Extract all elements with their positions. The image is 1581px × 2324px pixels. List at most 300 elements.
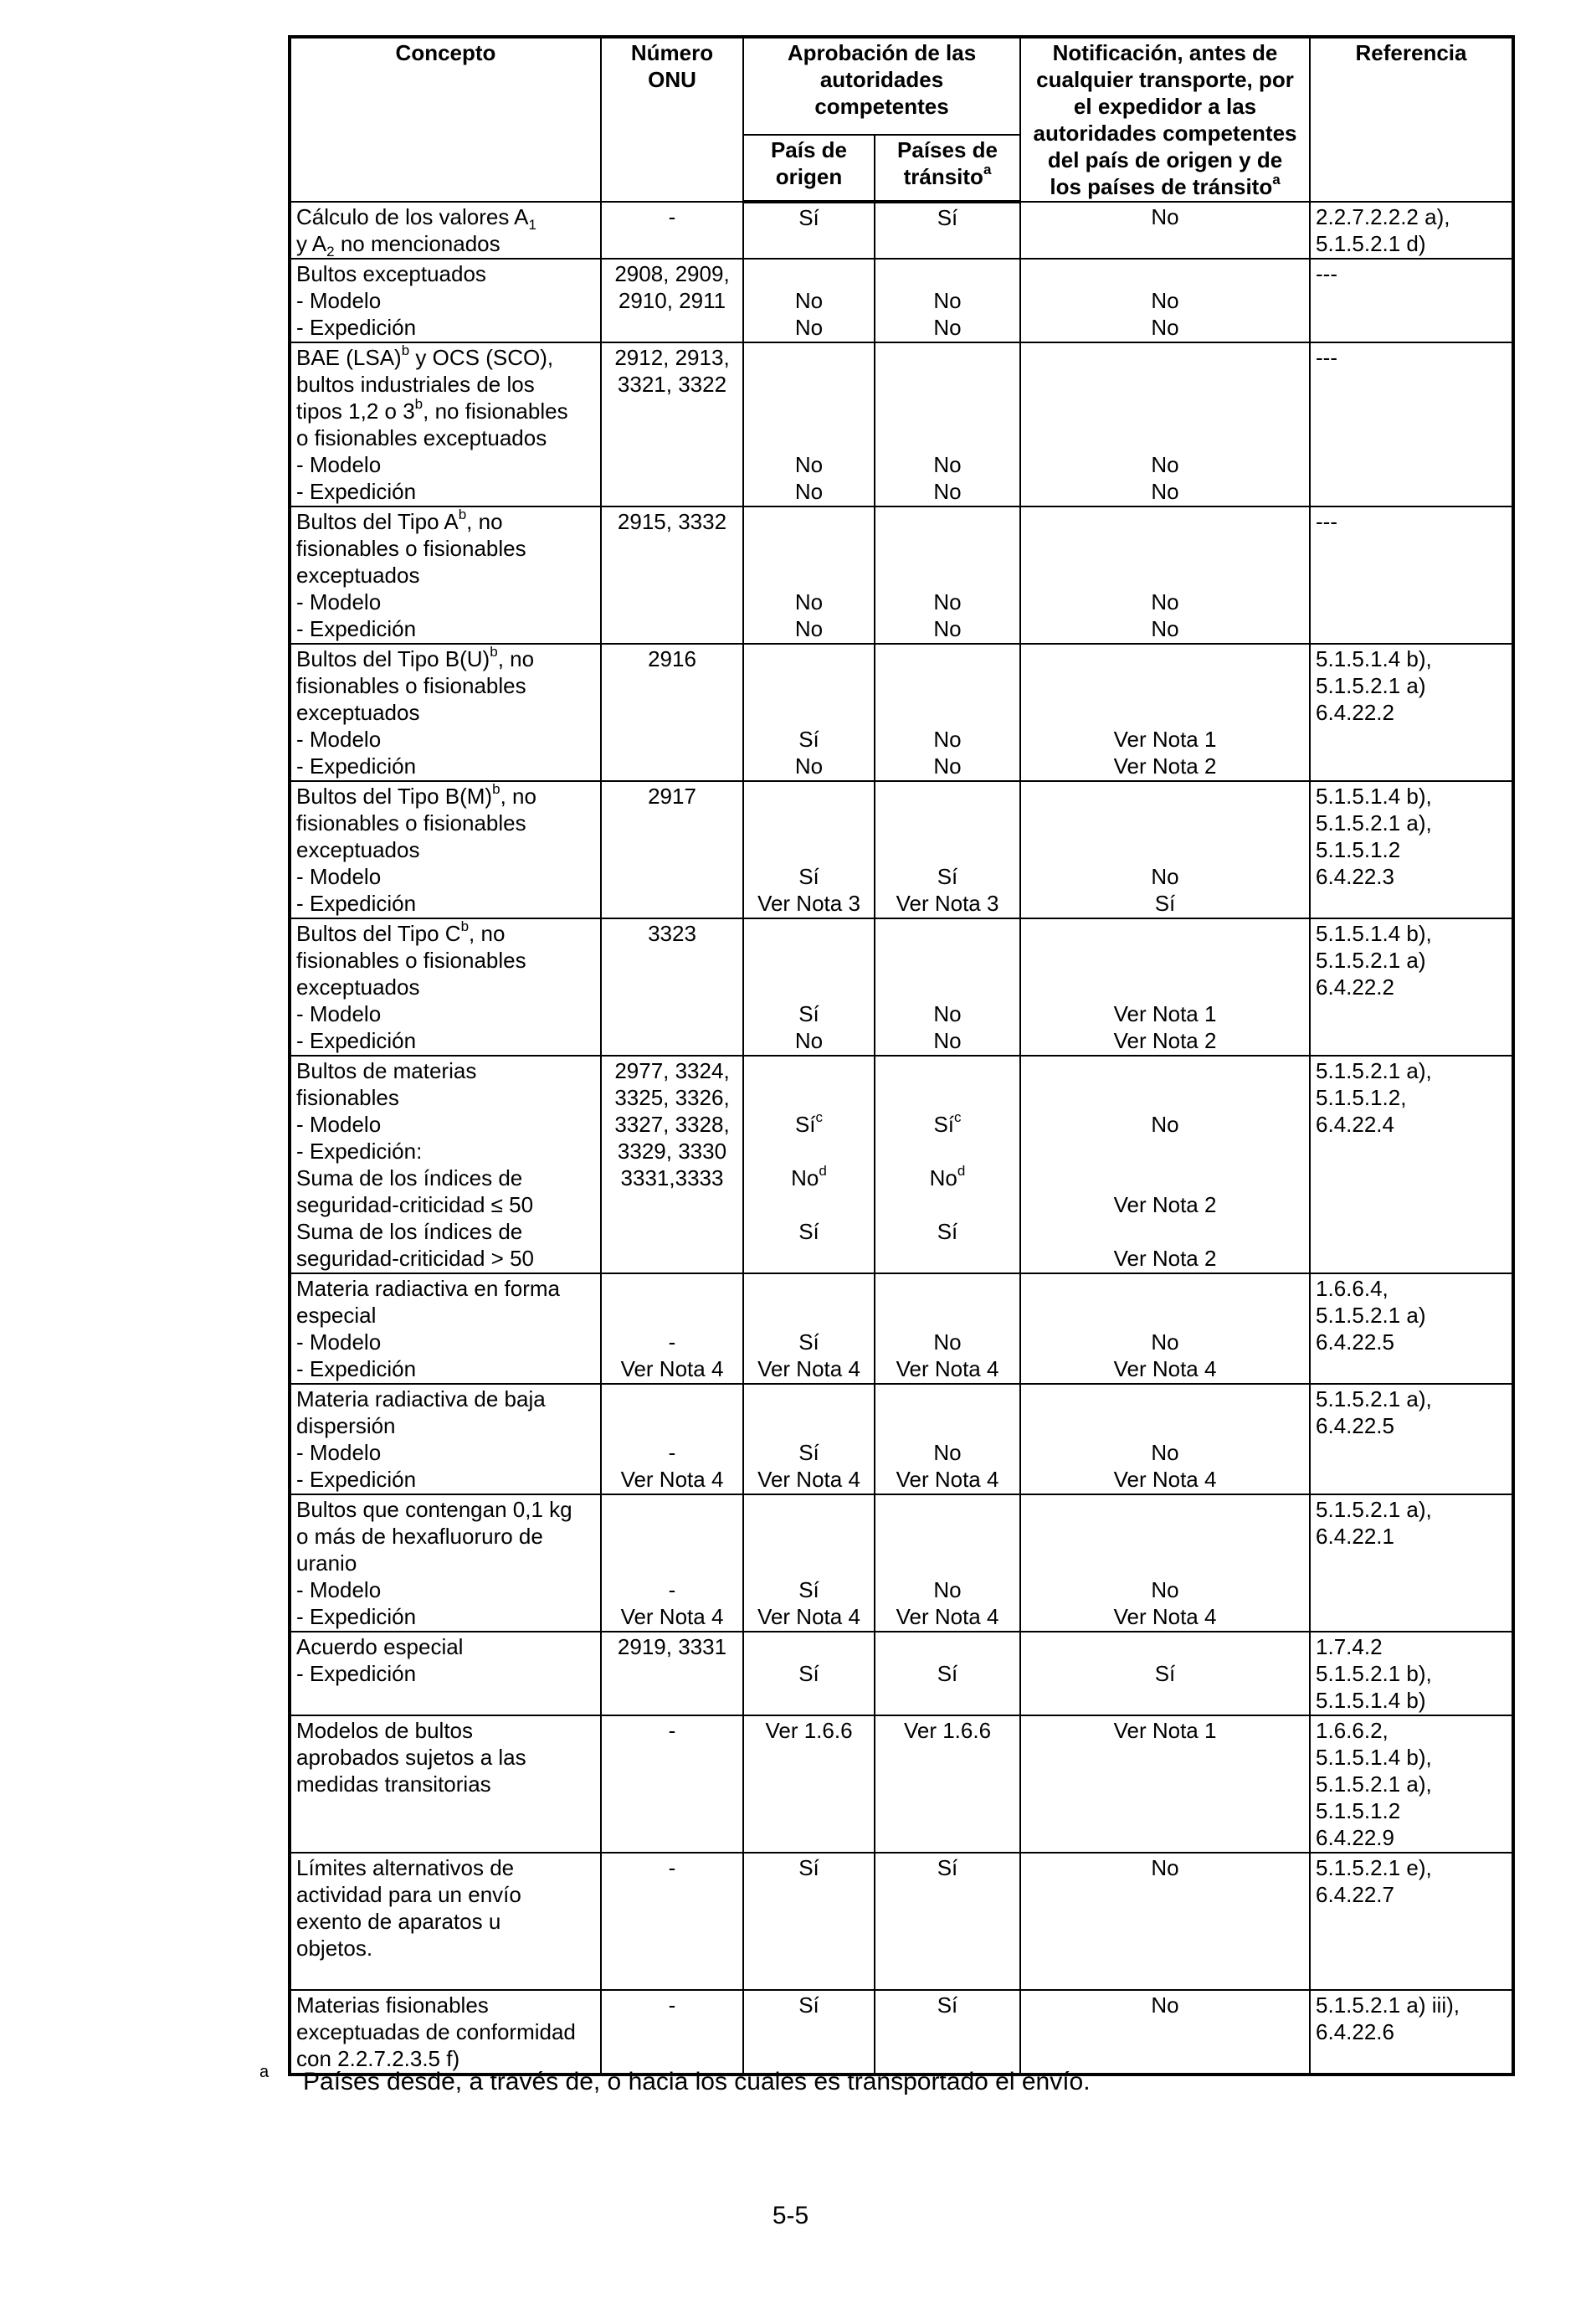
cell-line: 5.1.5.1.2 xyxy=(1316,837,1401,862)
table-row xyxy=(290,1990,1513,2075)
cell-line: Ver Nota 1 xyxy=(1113,1718,1217,1743)
cell-line: No xyxy=(933,288,962,313)
cell-line: 5.1.5.2.1 a) xyxy=(1316,948,1426,973)
cell-line xyxy=(1026,1218,1304,1245)
un-number-cell xyxy=(601,506,743,644)
cell-line: No xyxy=(1151,204,1179,229)
cell-line: Ver Nota 4 xyxy=(1113,1356,1217,1381)
notification-cell xyxy=(1020,1853,1310,1990)
cell-line xyxy=(880,810,1014,836)
un-number-cell xyxy=(601,1384,743,1494)
cell-line: con 2.2.7.2.3.5 f) xyxy=(296,2046,460,2071)
cell-line xyxy=(749,344,869,371)
cell-line xyxy=(1026,1523,1304,1550)
cell-line: Sí xyxy=(798,205,819,230)
cell-line: No xyxy=(794,753,824,779)
cell-line xyxy=(1026,1496,1304,1523)
concept-cell xyxy=(290,1494,601,1632)
origin-approval-cell xyxy=(743,918,875,1056)
transit-approval-cell xyxy=(875,1273,1020,1384)
cell-line: No xyxy=(933,1577,962,1602)
table-row xyxy=(290,202,1513,259)
cell-line: Sí xyxy=(1154,891,1176,916)
cell-line xyxy=(1026,1084,1304,1111)
cell-line: No xyxy=(1151,1577,1179,1602)
cell-line: - Expedición xyxy=(296,315,417,340)
cell-line: 3329, 3330 xyxy=(617,1139,727,1164)
notification-cell xyxy=(1020,644,1310,781)
cell-line: Cálculo de los valores $A_1$ xyxy=(296,204,536,234)
un-number-cell xyxy=(601,918,743,1056)
table-row xyxy=(290,918,1513,1056)
cell-line xyxy=(880,947,1014,974)
cell-line: Sí xyxy=(937,1855,958,1880)
table-row xyxy=(290,1384,1513,1494)
cell-line: 1.6.6.4, xyxy=(1316,1276,1389,1301)
header-approval: Aprobación de las autoridades competentes xyxy=(743,37,1020,135)
cell-line: fisionables o fisionables xyxy=(296,810,526,836)
un-number-cell xyxy=(601,1715,743,1853)
un-number-cell xyxy=(601,1990,743,2075)
cell-line xyxy=(607,1386,737,1412)
cell-line: - xyxy=(668,1440,676,1465)
cell-line xyxy=(880,1550,1014,1576)
transit-approval-cell xyxy=(875,259,1020,342)
notification-cell xyxy=(1020,506,1310,644)
cell-line: 3323 xyxy=(648,921,696,946)
un-number-cell xyxy=(601,1056,743,1273)
cell-line: No xyxy=(794,589,824,614)
cell-line xyxy=(749,783,869,810)
table-row xyxy=(290,644,1513,781)
cell-line: 2915, 3332 xyxy=(617,509,727,534)
cell-line: - Modelo xyxy=(296,727,382,752)
cell-line: - Expedición xyxy=(296,1467,417,1492)
concept-cell xyxy=(290,644,601,781)
origin-approval-cell xyxy=(743,781,875,918)
transit-approval-cell xyxy=(875,918,1020,1056)
table-row xyxy=(290,1632,1513,1715)
cell-line: No xyxy=(933,1028,962,1053)
cell-line xyxy=(749,1191,869,1218)
cell-line xyxy=(749,398,869,424)
notification-cell xyxy=(1020,1715,1310,1853)
reference-cell xyxy=(1310,259,1513,342)
cell-line xyxy=(1026,1386,1304,1412)
cell-line: No xyxy=(1151,589,1179,614)
cell-line: actividad para un envío xyxy=(296,1882,521,1907)
cell-line: - Modelo xyxy=(296,1577,382,1602)
cell-line xyxy=(1026,1550,1304,1576)
cell-line: No xyxy=(1151,1329,1179,1355)
cell-line: --- xyxy=(1316,261,1337,286)
cell-line: exceptuados xyxy=(296,974,420,1000)
cell-line: No xyxy=(1151,616,1179,641)
un-number-cell xyxy=(601,781,743,918)
concept-cell xyxy=(290,202,601,259)
cell-line: No xyxy=(794,288,824,313)
cell-line: 5.1.5.2.1 b), xyxy=(1316,1661,1432,1686)
cell-line: - Expedición xyxy=(296,479,417,504)
transit-approval-cell xyxy=(875,781,1020,918)
cell-line xyxy=(880,1057,1014,1084)
cell-line: 5.1.5.2.1 e), xyxy=(1316,1855,1432,1880)
cell-line xyxy=(880,535,1014,562)
cell-line: seguridad-criticidad ≤ 50 xyxy=(296,1192,534,1217)
cell-line xyxy=(1026,1302,1304,1329)
cell-line xyxy=(880,508,1014,535)
concept-cell xyxy=(290,1715,601,1853)
origin-approval-cell xyxy=(743,1853,875,1990)
cell-line: No xyxy=(1151,864,1179,889)
cell-line: No xyxy=(794,315,824,340)
cell-line: No xyxy=(933,315,962,340)
cell-line xyxy=(749,1138,869,1165)
cell-line: No xyxy=(794,452,824,477)
cell-line xyxy=(296,1687,595,1714)
cell-line: y $A_2$ no mencionados xyxy=(296,231,500,259)
cell-line xyxy=(1026,947,1304,974)
cell-line: Sí xyxy=(937,1992,958,2018)
cell-line: Ver Nota 4 xyxy=(896,1604,999,1629)
origin-approval-cell xyxy=(743,1056,875,1273)
cell-line xyxy=(1026,424,1304,451)
cell-line: 6.4.22.3 xyxy=(1316,864,1394,889)
origin-approval-cell xyxy=(743,1494,875,1632)
reference-cell xyxy=(1310,1494,1513,1632)
cell-line xyxy=(880,562,1014,589)
cell-line xyxy=(1026,1165,1304,1191)
notification-cell xyxy=(1020,781,1310,918)
cell-line xyxy=(1026,645,1304,672)
cell-line: 5.1.5.2.1 a), xyxy=(1316,1497,1432,1522)
transit-approval-cell xyxy=(875,202,1020,259)
cell-line: Ver Nota 4 xyxy=(757,1467,860,1492)
cell-line: Ver Nota 2 xyxy=(1113,1028,1217,1053)
cell-line: Sí xyxy=(798,1329,819,1355)
cell-line: 2910, 2911 xyxy=(618,288,726,313)
cell-line: exceptuados xyxy=(296,700,420,725)
cell-line xyxy=(749,672,869,699)
notification-cell xyxy=(1020,1056,1310,1273)
un-number-cell xyxy=(601,1494,743,1632)
cell-line: Ver Nota 4 xyxy=(757,1356,860,1381)
cell-line: Modelos de bultos xyxy=(296,1718,474,1743)
approval-table-container xyxy=(288,35,1512,2076)
cell-line xyxy=(880,1523,1014,1550)
cell-line: Sí xyxy=(937,1219,958,1244)
reference-cell xyxy=(1310,1715,1513,1853)
cell-line: 6.4.22.2 xyxy=(1316,700,1394,725)
un-number-cell xyxy=(601,1273,743,1384)
cell-line xyxy=(749,1386,869,1412)
transit-approval-cell xyxy=(875,644,1020,781)
cell-line xyxy=(607,1550,737,1576)
cell-line: No xyxy=(794,616,824,641)
cell-line xyxy=(607,1496,737,1523)
cell-line: Ver Nota 2 xyxy=(1113,753,1217,779)
cell-line: Ver 1.6.6 xyxy=(903,1718,992,1743)
cell-line: Sí xyxy=(798,1992,819,2018)
cell-line xyxy=(1026,562,1304,589)
cell-line: Ver Nota 4 xyxy=(757,1604,860,1629)
cell-line: exceptuadas de conformidad xyxy=(296,2019,576,2044)
cell-line xyxy=(749,1275,869,1302)
transit-approval-cell xyxy=(875,1715,1020,1853)
un-number-cell xyxy=(601,342,743,506)
cell-line: 3331,3333 xyxy=(620,1165,724,1190)
cell-line: 6.4.22.6 xyxy=(1316,2019,1394,2044)
cell-line: 5.1.5.2.1 a), xyxy=(1316,1386,1432,1411)
cell-line xyxy=(880,836,1014,863)
cell-line xyxy=(880,974,1014,1000)
cell-line xyxy=(749,562,869,589)
cell-line: No xyxy=(933,616,962,641)
cell-line: 2912, 2913, xyxy=(614,345,730,370)
notification-cell xyxy=(1020,1990,1310,2075)
cell-line: Sí xyxy=(798,1001,819,1026)
cell-line xyxy=(1026,836,1304,863)
cell-line: No xyxy=(933,753,962,779)
cell-line xyxy=(1026,810,1304,836)
cell-line xyxy=(880,1386,1014,1412)
transit-approval-cell xyxy=(875,1494,1020,1632)
footnote-text: Países desde, a través de, o hacia los cuales es transportado el envío. xyxy=(303,2068,1091,2095)
cell-line xyxy=(607,1523,737,1550)
table-body xyxy=(290,202,1513,2075)
cell-line: - Modelo xyxy=(296,452,382,477)
cell-line: 5.1.5.1.2, xyxy=(1316,1085,1407,1110)
cell-line xyxy=(296,1824,595,1851)
cell-line: 1.7.4.2 xyxy=(1316,1634,1383,1659)
transit-approval-cell xyxy=(875,1990,1020,2075)
cell-line xyxy=(880,699,1014,726)
cell-line: 3325, 3326, xyxy=(614,1085,730,1110)
cell-line xyxy=(1026,260,1304,287)
cell-line: tipos 1,2 o 3$^b$, no fisionables xyxy=(296,396,568,424)
cell-line xyxy=(607,1302,737,1329)
reference-cell xyxy=(1310,1632,1513,1715)
cell-line: Sí xyxy=(937,205,958,230)
cell-line: - Modelo xyxy=(296,1440,382,1465)
cell-line: No xyxy=(1151,315,1179,340)
cell-line: No xyxy=(794,479,824,504)
cell-line: Ver Nota 1 xyxy=(1113,1001,1217,1026)
cell-line: - xyxy=(668,1329,676,1355)
cell-line xyxy=(880,344,1014,371)
cell-line: Materias fisionables xyxy=(296,1992,489,2018)
reference-cell xyxy=(1310,1853,1513,1990)
cell-line xyxy=(880,260,1014,287)
cell-line: 2977, 3324, xyxy=(614,1058,730,1083)
cell-line: $Sí^c$ xyxy=(794,1109,824,1137)
cell-line: No xyxy=(1151,1440,1179,1465)
cell-line: --- xyxy=(1316,509,1337,534)
cell-line xyxy=(1026,783,1304,810)
cell-line: Ver Nota 4 xyxy=(896,1356,999,1381)
cell-line xyxy=(1026,699,1304,726)
cell-line: - Modelo xyxy=(296,1112,382,1137)
cell-line: No xyxy=(933,479,962,504)
header-transit-countries: Países de tránsito$^a$ xyxy=(875,135,1020,202)
table-row xyxy=(290,259,1513,342)
notification-cell xyxy=(1020,259,1310,342)
cell-line: BAE (LSA)$^b$ y OCS (SCO), xyxy=(296,342,554,370)
cell-line: No xyxy=(1151,1992,1179,2018)
cell-line: - xyxy=(668,1992,676,2018)
cell-line xyxy=(1026,920,1304,947)
table-row xyxy=(290,1715,1513,1853)
cell-line xyxy=(749,1523,869,1550)
cell-line: fisionables o fisionables xyxy=(296,948,526,973)
concept-cell xyxy=(290,1273,601,1384)
cell-line xyxy=(749,535,869,562)
cell-line: 2908, 2909, xyxy=(614,261,730,286)
cell-line: --- xyxy=(1316,345,1337,370)
cell-line: No xyxy=(1151,1855,1179,1880)
transit-approval-cell xyxy=(875,1384,1020,1494)
cell-line: uranio xyxy=(296,1550,357,1576)
header-notification: Notificación, antes de cualquier transporte, por el expedidor a las autoridades competentes del país de origen y de los países de tránsito$^a$ xyxy=(1020,37,1310,202)
cell-line: Suma de los índices de xyxy=(296,1165,523,1190)
cell-line xyxy=(749,974,869,1000)
cell-line: - xyxy=(668,1855,676,1880)
cell-line: Ver Nota 4 xyxy=(896,1467,999,1492)
transit-approval-cell xyxy=(875,506,1020,644)
cell-line: aprobados sujetos a las xyxy=(296,1745,526,1770)
cell-line: 2917 xyxy=(648,784,696,809)
cell-line: 5.1.5.2.1 a) xyxy=(1316,673,1426,698)
cell-line: fisionables o fisionables xyxy=(296,673,526,698)
un-number-cell xyxy=(601,259,743,342)
cell-line: bultos industriales de los xyxy=(296,372,535,397)
cell-line: - xyxy=(668,204,676,229)
cell-line: - Modelo xyxy=(296,864,382,889)
concept-cell xyxy=(290,918,601,1056)
cell-line: o más de hexafluoruro de xyxy=(296,1524,543,1549)
cell-line xyxy=(1026,1275,1304,1302)
un-number-cell xyxy=(601,202,743,259)
origin-approval-cell xyxy=(743,1715,875,1853)
cell-line: 2.2.7.2.2.2 a), xyxy=(1316,204,1450,229)
header-country-origin: País de origen xyxy=(743,135,875,202)
cell-line: - Expedición xyxy=(296,616,417,641)
cell-line: - Expedición xyxy=(296,1604,417,1629)
reference-cell xyxy=(1310,1990,1513,2075)
cell-line: Ver Nota 4 xyxy=(1113,1467,1217,1492)
un-number-cell xyxy=(601,1853,743,1990)
cell-line: 5.1.5.2.1 d) xyxy=(1316,231,1426,256)
concept-cell xyxy=(290,259,601,342)
cell-line xyxy=(749,508,869,535)
concept-cell xyxy=(290,1632,601,1715)
cell-line xyxy=(1026,1138,1304,1165)
un-number-cell xyxy=(601,1632,743,1715)
reference-cell xyxy=(1310,1384,1513,1494)
reference-cell xyxy=(1310,781,1513,918)
cell-line xyxy=(1026,371,1304,398)
cell-line xyxy=(1026,672,1304,699)
cell-line: Límites alternativos de xyxy=(296,1855,515,1880)
cell-line: No xyxy=(1151,479,1179,504)
cell-line xyxy=(1026,535,1304,562)
cell-line xyxy=(607,1275,737,1302)
cell-line: 5.1.5.2.1 a), xyxy=(1316,1771,1432,1797)
cell-line: 5.1.5.1.4 b), xyxy=(1316,921,1432,946)
cell-line: - Expedición xyxy=(296,1661,417,1686)
origin-approval-cell xyxy=(743,1384,875,1494)
cell-line: No xyxy=(933,1001,962,1026)
cell-line: 6.4.22.7 xyxy=(1316,1882,1394,1907)
cell-line: - Modelo xyxy=(296,1329,382,1355)
cell-line: 6.4.22.5 xyxy=(1316,1413,1394,1438)
cell-line xyxy=(749,947,869,974)
notification-cell xyxy=(1020,342,1310,506)
cell-line: Sí xyxy=(798,1577,819,1602)
cell-line: - xyxy=(668,1718,676,1743)
cell-line: Bultos del Tipo $A^b$, no xyxy=(296,506,503,534)
cell-line: No xyxy=(933,1329,962,1355)
cell-line xyxy=(1026,398,1304,424)
cell-line: $Sí^c$ xyxy=(933,1109,962,1137)
cell-line: - Modelo xyxy=(296,1001,382,1026)
cell-line: - Expedición: xyxy=(296,1139,423,1164)
cell-line xyxy=(749,260,869,287)
cell-line: 1.6.6.2, xyxy=(1316,1718,1389,1743)
cell-line xyxy=(296,1962,595,1988)
cell-line: No$^d$ xyxy=(791,1163,827,1190)
cell-line: 5.1.5.2.1 a) xyxy=(1316,1303,1426,1328)
table-row xyxy=(290,1853,1513,1990)
cell-line xyxy=(607,1412,737,1439)
cell-line xyxy=(880,1084,1014,1111)
cell-line: 5.1.5.1.4 b), xyxy=(1316,1745,1432,1770)
concept-cell xyxy=(290,1056,601,1273)
cell-line: 5.1.5.1.4 b), xyxy=(1316,784,1432,809)
notification-cell xyxy=(1020,202,1310,259)
header-reference: Referencia xyxy=(1310,37,1513,202)
cell-line: especial xyxy=(296,1303,377,1328)
footnote-mark: a xyxy=(259,2063,269,2081)
cell-line xyxy=(749,1550,869,1576)
cell-line xyxy=(1026,1057,1304,1084)
cell-line xyxy=(607,314,737,341)
reference-cell xyxy=(1310,342,1513,506)
cell-line xyxy=(880,1412,1014,1439)
cell-line: exceptuados xyxy=(296,837,420,862)
cell-line: No xyxy=(933,727,962,752)
cell-line: - Expedición xyxy=(296,1356,417,1381)
cell-line: Sí xyxy=(798,1440,819,1465)
cell-line xyxy=(1026,508,1304,535)
cell-line: 3327, 3328, xyxy=(614,1112,730,1137)
cell-line: - Modelo xyxy=(296,288,382,313)
cell-line: Ver Nota 4 xyxy=(620,1356,724,1381)
cell-line: No xyxy=(1151,1112,1179,1137)
cell-line: 5.1.5.2.1 a), xyxy=(1316,1058,1432,1083)
cell-line: No xyxy=(933,589,962,614)
cell-line xyxy=(880,371,1014,398)
table-row xyxy=(290,1273,1513,1384)
cell-line: No xyxy=(933,1440,962,1465)
cell-line: Acuerdo especial xyxy=(296,1634,464,1659)
origin-approval-cell xyxy=(743,259,875,342)
cell-line: No xyxy=(794,1028,824,1053)
notification-cell xyxy=(1020,918,1310,1056)
cell-line: medidas transitorias xyxy=(296,1771,491,1797)
cell-line xyxy=(749,371,869,398)
origin-approval-cell xyxy=(743,1990,875,2075)
